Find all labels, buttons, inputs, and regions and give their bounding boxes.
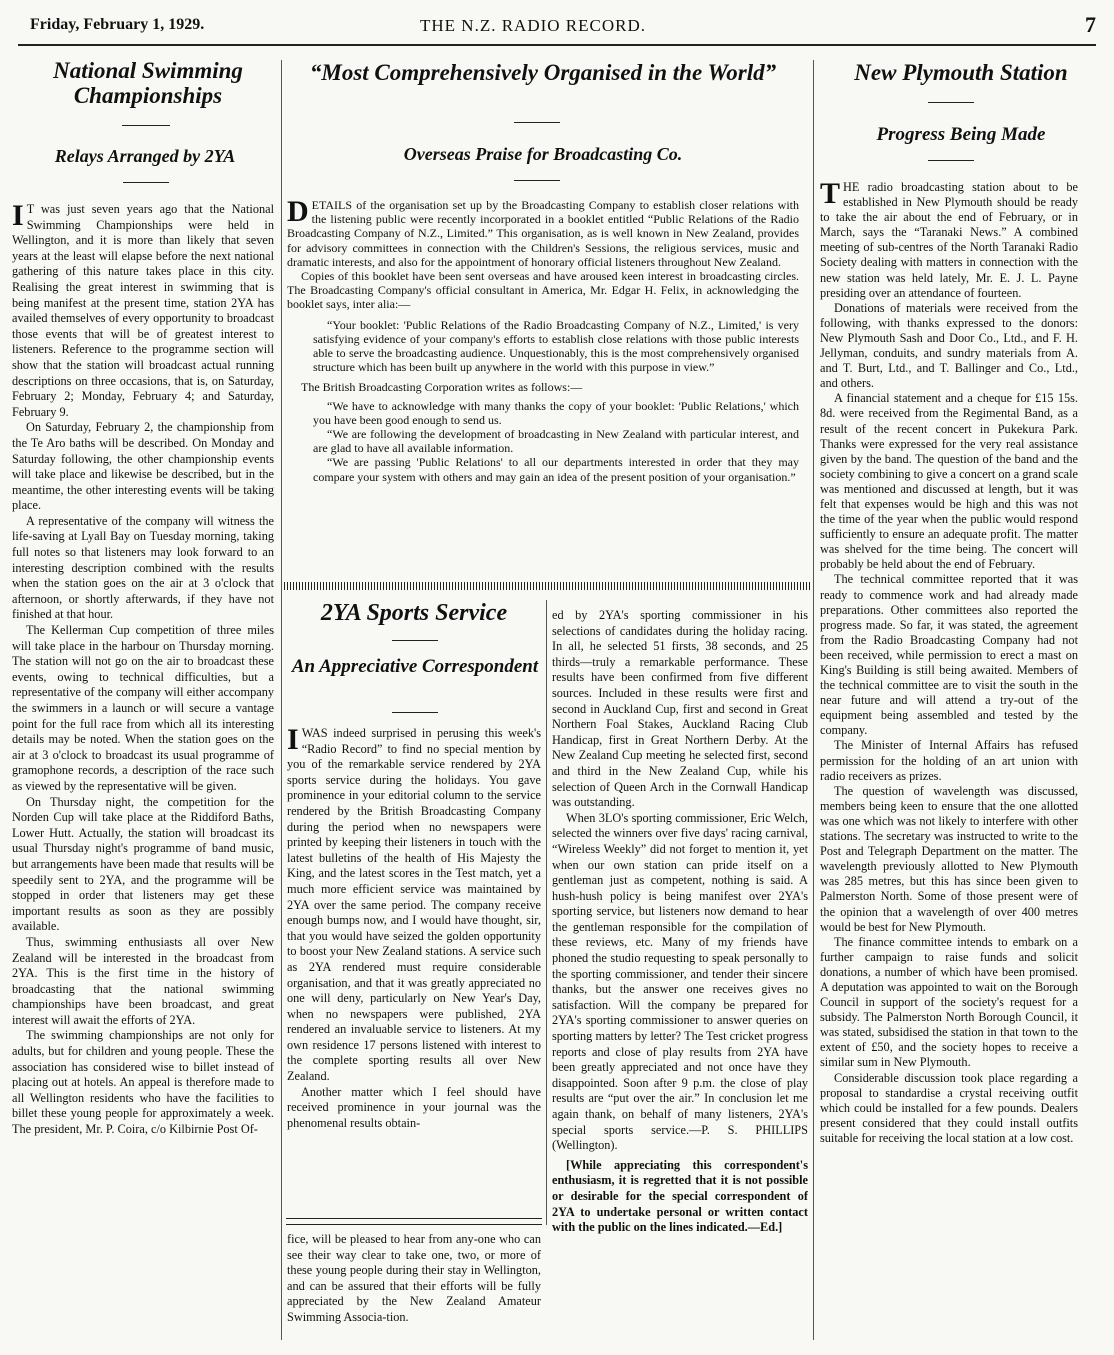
body-paragraph: IWAS indeed surprised in perusing this week's “Radio Record” to find no special mention by you of the remarkable service rendered by 2YA sports service during the holidays. You gave prominence in your editorial column to the service rendered by the British Broadcasting Company during the period when no newspapers were printed by keeping their listeners in touch with the latest bulletins of the health of His Majesty the King, and the latest scores in the Test match, yet a much more efficient service was maintained by 2YA over the same period. The company receive enough bumps now, and I would have thought, sir, that you would have seized the golden opportunity to boost your New Zealand stations. A service such as 2YA rendered must require considerable organisation, and that it was greatly appreciated no one will deny, particularly on New Year's Day, when no newspapers were published, 2YA rendered an invaluable service to listeners. At my own residence 17 persons listened with interest to the complete sporting results all over New Zealand. [287, 726, 541, 1084]
plymouth-body [820, 180, 1078, 1340]
quotation: “We are passing 'Public Relations' to all our departments interested in order that they may compare your system with others and may gain an idea of the present position of your organisation.” [313, 455, 799, 484]
swimming-body [12, 202, 274, 1342]
body-paragraph: The British Broadcasting Corporation writes as follows:— [301, 380, 583, 395]
body-paragraph: The question of wavelength was discussed, members being keen to ensure that the one allotted was one which was not likely to interfere with other stations. The secretary was instructed to write to the Post and Telegraph Department on the matter. The wavelength previously allotted to New Plymouth was 285 metres, but this has since been given to Palmerston North. Some of those present were of the opinion that a wavelength of over 400 metres would be best for New Plymouth. [820, 783, 1078, 934]
organised-body [287, 195, 799, 484]
subheading-rule [928, 160, 974, 161]
body-paragraph: On Thursday night, the competition for the Norden Cup will take place at the Riddiford Baths, Lower Hutt. Actually, the station will broadcast its usual Thursday night's programme of band music, but arrangements have been made that results will be speedily sent to 2YA, and the programme will be stopped in order that listeners may get these important results as soon as they are possibly available. [12, 794, 274, 934]
headline-rule [122, 125, 170, 126]
plymouth-headline: New Plymouth Station [854, 60, 1068, 85]
body-paragraph: The swimming championships are not only for adults, but for children and young people. These the association has considered wise to billet instead of placing out at hotels. An appeal is therefore made to all Wellington residents who have the facilities to billet these young people for approximately a week. The president, Mr. P. Coira, c/o Kilbirnie Post Of- [12, 1028, 274, 1137]
swimming-subheading: Relays Arranged by 2YA [54, 146, 236, 166]
sports-body-col1 [287, 726, 541, 1212]
body-paragraph: Thus, swimming enthusiasts all over New Zealand will be interested in the broadcast from 2YA. This is the first time in the history of broadcasting that the national swimming championships have been broadcast, and great interest will await the efforts of 2YA. [12, 934, 274, 1027]
body-paragraph: Another matter which I feel should have received prominence in your journal was the phenomenal results obtain- [287, 1084, 541, 1130]
body-paragraph: The Kellerman Cup competition of three miles will take place in the harbour on Thursday morning. The station will not go on the air to broadcast these events, owing to technical difficulties, but a representative of the company will either accompany the swimmers in a launch or will secure a vantage point for the full race from which all its interesting details may be noted. When the station goes on the air at 3 o'clock to broadcast its usual programme of gramophone records, a description of the race such as viewed by the representative will be given. [12, 623, 274, 793]
quotation: “We have to acknowledge with many thanks the copy of your booklet: 'Public Relations,' which you have been good enough to send us. [313, 398, 799, 427]
drop-cap: D [287, 195, 309, 228]
editor-note: [While appreciating this correspondent's enthusiasm, it is regretted that it is not possible or desirable for the special correspondent of 2YA to undertake personal or written contact with the public on the lines indicated.—Ed.] [552, 1157, 808, 1235]
headline-rule [514, 122, 560, 123]
sports-subheading: An Appreciative Correspondent [291, 656, 539, 677]
subheading-rule [123, 182, 169, 183]
body-paragraph: DETAILS of the organisation set up by the Broadcasting Company to establish closer relations with the listening public were recently incorporated in a booklet entitled “Public Relations of the Radio Broadcasting Company of N.Z., Limited.” This organisation, as is well known in New Zealand, provides for advisory committees in connection with the Children's Sessions, the religious services, music and dramatic interests, and also for the appointment of honorary official listeners throughout New Zealand. [287, 195, 799, 269]
body-paragraph: I T was just seven years ago that the National Swimming Championships were held in Wellington, and it is more than likely that seven years at the least will elapse before the next national gathering of this nature takes place in this city. Realising the great interest in swimming that is being manifest at the present time, station 2YA has availed themselves of every opportunity to broadcast those events that will be of greatest interest to listeners. Reference to the programme section will show that the station will broadcast actual running descriptions on three occasions, that is, on Saturday, February 2; Monday, February 4; and Saturday, February 9. [12, 202, 274, 419]
body-paragraph: A financial statement and a cheque for £15 15s. 8d. were received from the Regimental Band, as a result of the recent concert in Pukekura Park. Thanks were expressed for the very real assistance given by the band. The question of the band and the society combining to give a concert on a grand scale was mentioned and discussed at length, but it was felt that expenses would be high and this was not the time of the year when the public would respond sufficiently to ensure an adequate profit. The matter was shelved for the time being. The concert will probably be held about the end of February. [820, 391, 1078, 572]
drop-cap: I [12, 202, 24, 232]
body-paragraph: A representative of the company will witness the life-saving at Lyall Bay on Tuesday morning, taking full notes so that listeners may look forward to an interesting description combined with the results when the station goes on the air at 3 o'clock that afternoon, or shortly afterwards, if they have not finished at that hour. [12, 513, 274, 622]
body-paragraph: THE radio broadcasting station about to be established in New Plymouth should be ready to take the air about the end of February, or in March, says the “Taranaki News.” A combined meeting of sub-centres of the North Taranaki Radio Society dealing with matters in connection with the new station was held lately, Mr. E. J. L. Payne presiding over an attendance of fourteen. [820, 180, 1078, 300]
sports-body-col2 [552, 608, 808, 1334]
plymouth-subheading: Progress Being Made [876, 124, 1046, 145]
quotation: “Your booklet: 'Public Relations of the Radio Broadcasting Company of N.Z., Limited,' is very satisfying evidence of your company's efforts to establish close relations with those public interests able to serve the broadcasting audience. Unquestionably, this is the most comprehensively organised structure which has been built up anywhere in the world with this purpose in view.” [313, 317, 799, 375]
section-divider [286, 1218, 542, 1225]
body-paragraph: Donations of materials were received from the following, with thanks expressed to the donors: New Plymouth Sash and Door Co., Ltd., and F. H. Jellyman, conduits, and sundry materials from A. and T. Burt, Ltd., and T. Ballinger and Co., Ltd., and others. [820, 300, 1078, 391]
body-paragraph: Copies of this booklet have been sent overseas and have aroused keen interest in broadcasting circles. The Broadcasting Company's official consultant in America, Mr. Edgar H. Felix, in acknowledging the booklet says, inter alia:— [287, 269, 799, 312]
page-number: 7 [1085, 12, 1096, 37]
section-divider [284, 582, 812, 590]
page-header [30, 6, 1096, 37]
body-paragraph: Considerable discussion took place regarding a proposal to standardise a crystal receiving outfit which could be installed for a few pounds. Dealers present considered that they could install outfits suitable for receiving the local station at a low cost. [820, 1070, 1078, 1145]
swimming-continuation [287, 1232, 541, 1326]
body-paragraph: ed by 2YA's sporting commissioner in his selections of candidates during the holiday racing. In all, he selected 51 firsts, 38 seconds, and 25 thirds—truly a remarkable performance. These results have been confirmed from five different sources. Included in these results were first and second in Auckland Cup, first and second in Great Northern Foal Stakes, Auckland Racing Club Handicap, first in Great Northern Derby. At the New Zealand Cup meeting he selected first, second and third in the New Zealand Cup, while his selection of Queen Arch in the Cornwall Handicap was outstanding. [552, 608, 808, 810]
issue-date: Friday, February 1, 1929. [30, 16, 205, 33]
column-rule [281, 60, 282, 1340]
organised-subheading: Overseas Praise for Broadcasting Co. [403, 144, 683, 164]
body-paragraph: The technical committee reported that it was ready to commence work and had already made preparations. Other committees also reported the progress made. So far, it was stated, the agreement from the Radio Broadcasting Company had not been received, while permission to erect a mast on King's Building is still being awaited. Members of the technical committee are to visit the south in the near future and will attend a try-out of the equipment being assembled and tested by the company. [820, 572, 1078, 738]
header-rule [18, 44, 1096, 46]
headline-rule [392, 640, 438, 641]
subheading-rule [392, 712, 438, 713]
sports-headline: 2YA Sports Service [320, 600, 508, 626]
body-paragraph: fice, will be pleased to hear from any-one who can see their way clear to take one, two, or more of these young people during their stay in Wellington, and can be assured that their efforts will be fully appreciated by the New Zealand Amateur Swimming Associa-tion. [287, 1232, 541, 1324]
column-rule [546, 600, 547, 1225]
quotation: “We are following the development of broadcasting in New Zealand with particular interest, and are glad to have all available information. [313, 427, 799, 456]
body-paragraph: The finance committee intends to embark on a further campaign to raise funds and solicit donations, a number of which have been promised. A deputation was appointed to wait on the Borough Council in support of the society's request for a subsidy. The Palmerston North Borough Council, it was stated, subsidised the station in that town to the extent of £50, and the society hopes to receive a similar sum in New Plymouth. [820, 934, 1078, 1070]
swimming-headline: National Swimming Championships [53, 58, 243, 108]
body-paragraph: When 3LO's sporting commissioner, Eric Welch, selected the winners over five days' racing carnival, “Wireless Weekly” did not forget to mention it, yet when our own station can pride itself on a gentleman just as competent, nothing is said. A hush-hush policy is being manifest over 2YA's sporting service, but listeners now demand to hear the gentleman responsible for the compilation of these reviews, etc. Many of my friends have phoned the studio requesting to speak personally to the sporting commissioner, and tender their sincere thanks, but the answer one receives gives no satisfaction. Will the company be prepared for 2YA's sporting commissioner to answer queries on sporting matters by letter? The Test cricket progress reports and close of play results from 2YA have been greatly appreciated and not once have they disappointed. Soon after 9 p.m. the close of play results are “put over the air.” In conclusion let me again thank, on behalf of many listeners, 2YA's special sports service.—P. S. PHILLIPS (Wellington). [552, 810, 808, 1153]
masthead: THE N.Z. RADIO RECORD. [420, 16, 646, 35]
column-rule [813, 60, 814, 1340]
drop-cap: T [820, 180, 841, 210]
headline-rule [928, 102, 974, 103]
subheading-rule [514, 180, 560, 181]
organised-headline: “Most Comprehensively Organised in the World” [309, 60, 777, 85]
body-paragraph: On Saturday, February 2, the championship from the Te Aro baths will be described. On Monday and Saturday following, the other championship events will take place and likewise be described, but in the meantime, the other interesting events will be taking place. [12, 420, 274, 513]
drop-cap: I [287, 726, 299, 756]
body-paragraph: The Minister of Internal Affairs has refused permission for the holding of an art union with radio receivers as prizes. [820, 738, 1078, 783]
